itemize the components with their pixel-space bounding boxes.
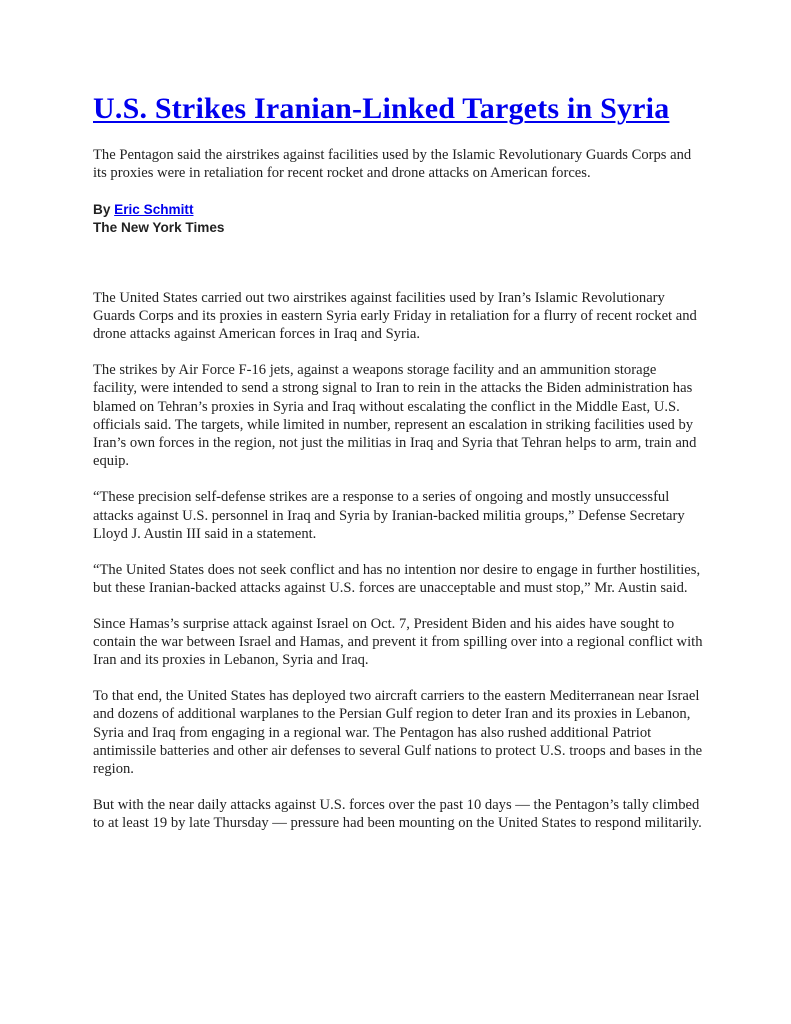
byline-prefix: By [93, 201, 115, 217]
body-paragraph: Since Hamas’s surprise attack against Israel on Oct. 7, President Biden and his aides have sought to contain the war between Israel and Hamas, and prevent it from spilling over into a regional conflict with Iran and its proxies in Lebanon, Syria and Iraq. [93, 615, 703, 669]
body-paragraph: The strikes by Air Force F-16 jets, against a weapons storage facility and an ammunition storage facility, were intended to send a strong signal to Iran to rein in the attacks the Biden administration has blamed on Tehran’s proxies in Syria and Iraq without escalating the conflict in the Middle East, U.S. officials said. The targets, while limited in number, represent an escalation in striking facilities used by Iran’s own forces in the region, not just the militias in Iraq and Syria that Tehran helps to arm, train and equip. [93, 361, 697, 470]
article-body [93, 289, 703, 833]
article-headline-link[interactable]: U.S. Strikes Iranian-Linked Targets in Syria [93, 92, 670, 125]
publication-name: The New York Times [93, 219, 225, 235]
body-paragraph: But with the near daily attacks against U.S. forces over the past 10 days — the Pentagon’s tally climbed to at least 19 by late Thursday — pressure had been mounting on the United States to respond militarily. [93, 797, 702, 832]
body-paragraph: “The United States does not seek conflict and has no intention nor desire to engage in further hostilities, but these Iranian-backed attacks against U.S. forces are unacceptable and must stop,” Mr. Austin said. [93, 561, 701, 596]
body-paragraph: “These precision self-defense strikes are a response to a series of ongoing and mostly unsuccessful attacks against U.S. personnel in Iraq and Syria by Iranian-backed militia groups,” Defense Secretary Lloyd J. Austin III said in a statement. [93, 489, 685, 542]
article-summary: The Pentagon said the airstrikes against facilities used by the Islamic Revolutionary Guards Corps and its proxies were in retaliation for recent rocket and drone attacks on American forces. [93, 147, 692, 182]
article [93, 92, 703, 850]
body-paragraph: The United States carried out two airstrikes against facilities used by Iran’s Islamic Revolutionary Guards Corps and its proxies in eastern Syria early Friday in retaliation for a flurry of recent rocket and drone attacks against American forces in Iraq and Syria. [93, 289, 697, 343]
byline [93, 201, 703, 219]
author-link[interactable]: Eric Schmitt [114, 201, 194, 217]
body-paragraph: To that end, the United States has deployed two aircraft carriers to the eastern Mediterranean near Israel and dozens of additional warplanes to the Persian Gulf region to deter Iran and its proxies in Lebanon, Syria and Iraq from engaging in a regional war. The Pentagon has also rushed additional Patriot antimissile batteries and other air defenses to several Gulf nations to protect U.S. troops and bases in the region. [93, 688, 703, 778]
